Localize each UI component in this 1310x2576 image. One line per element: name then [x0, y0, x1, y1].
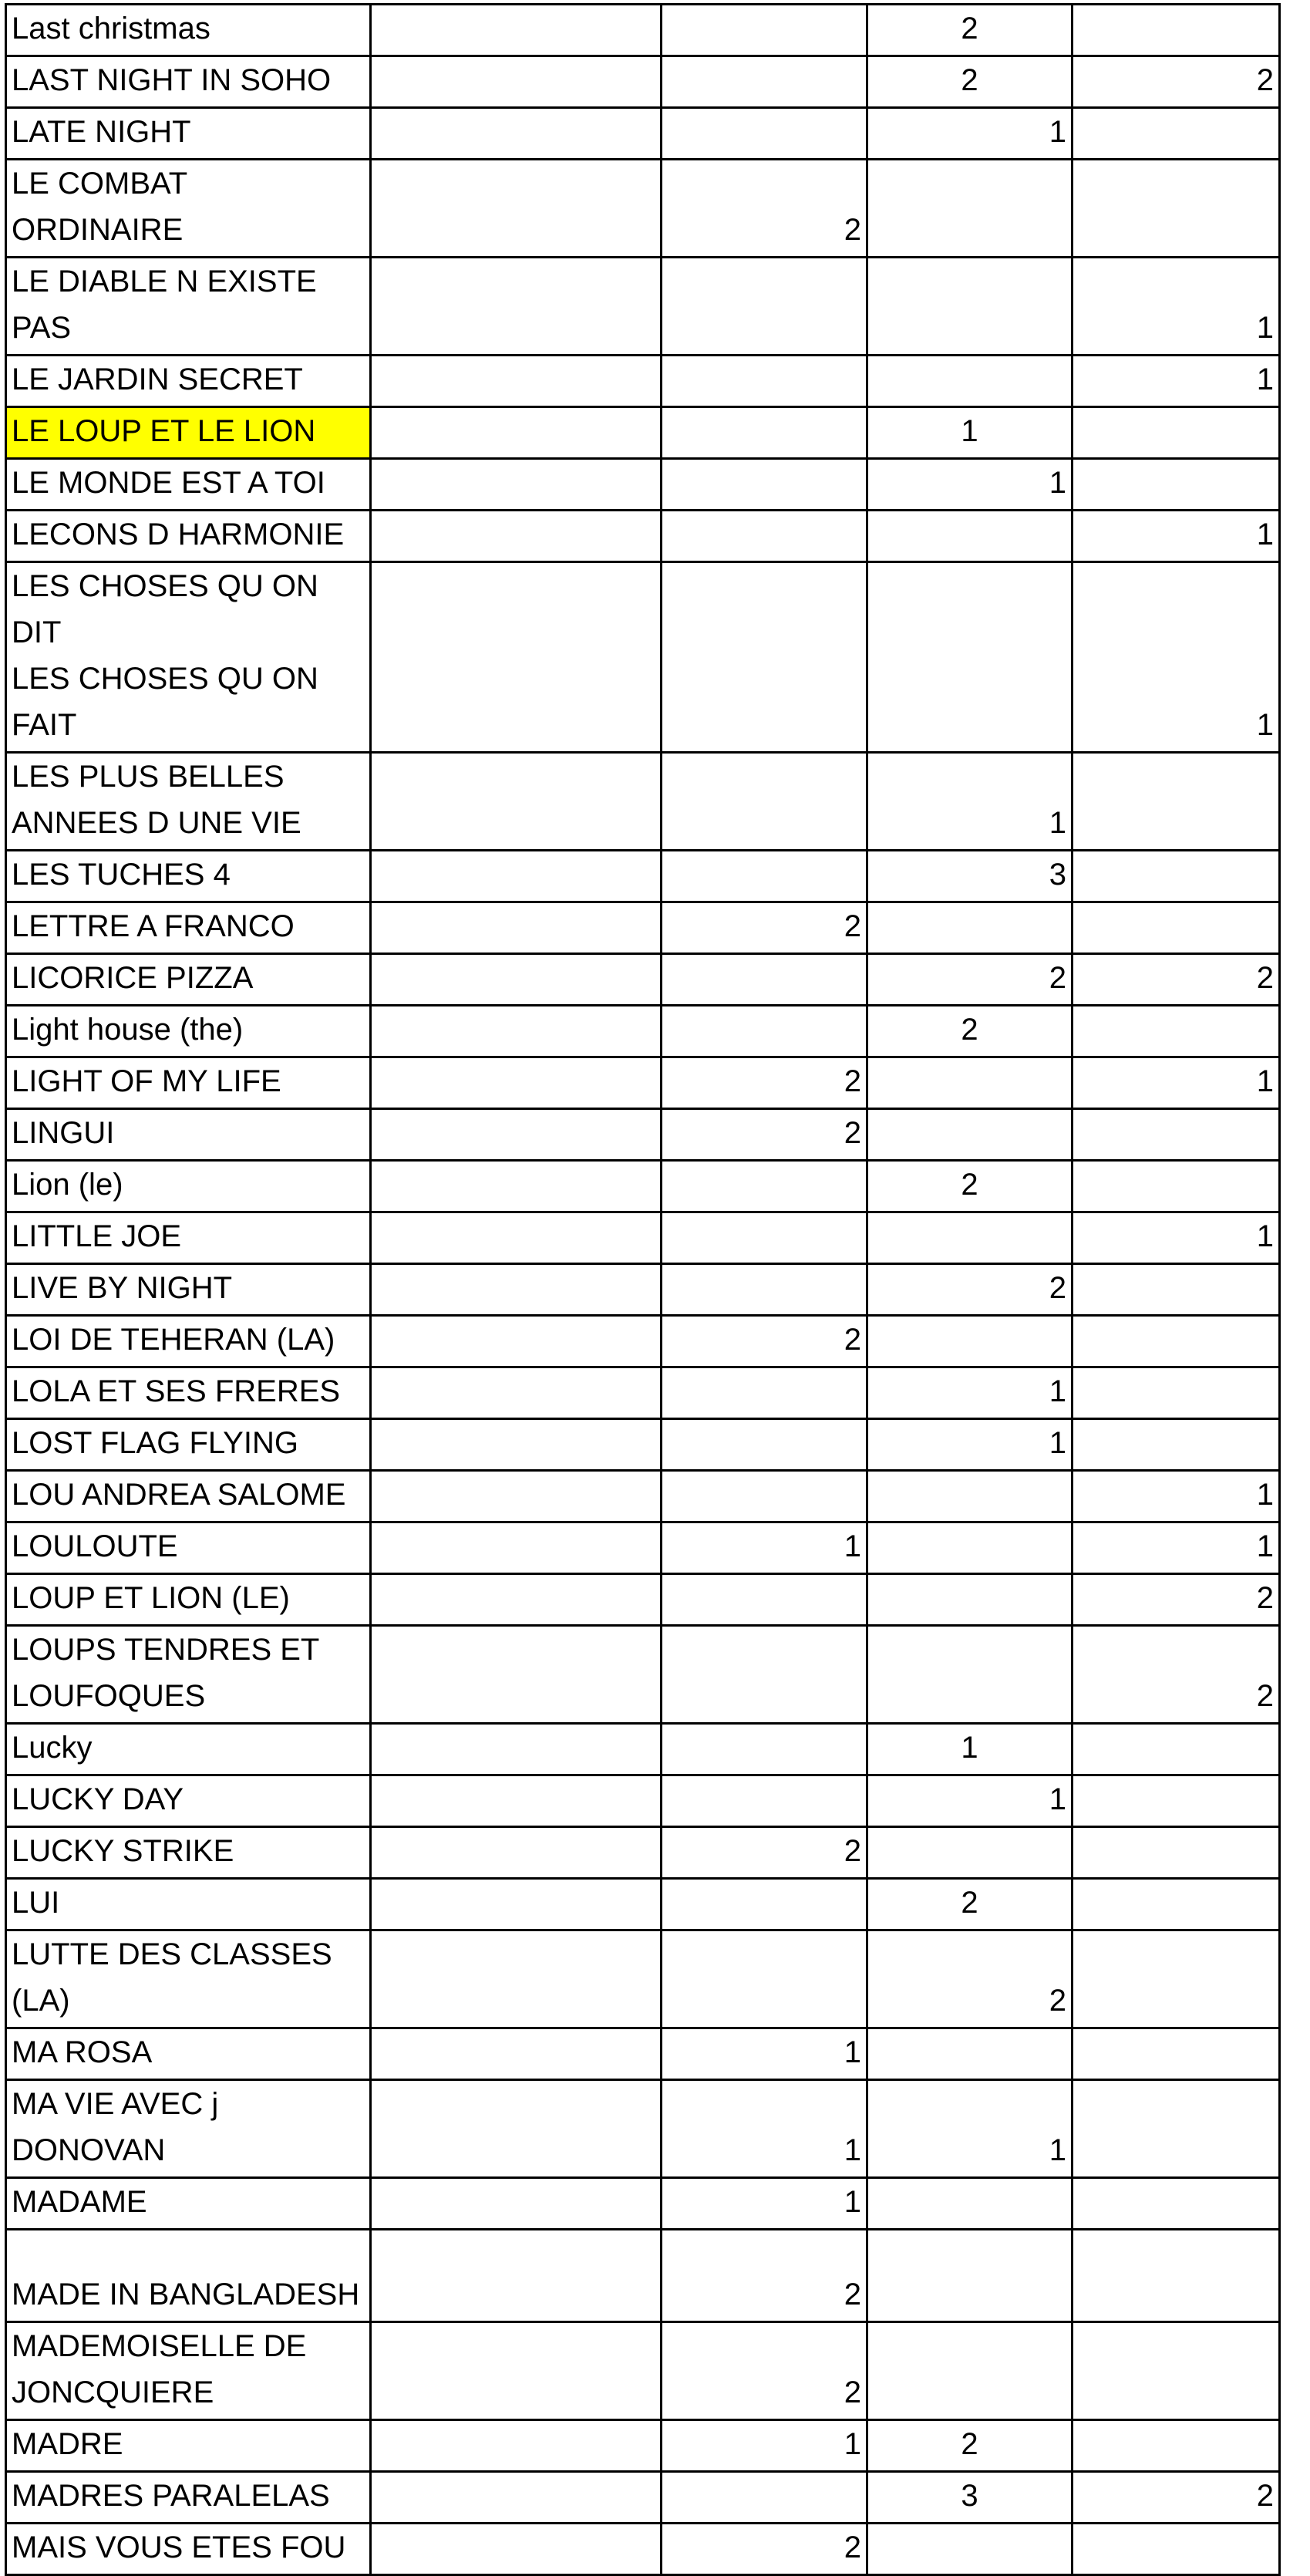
count-cell-c3[interactable]: 1 [867, 108, 1073, 160]
count-cell-c1[interactable] [371, 954, 662, 1006]
count-cell-c1[interactable] [371, 2524, 662, 2575]
table-row [6, 407, 1280, 459]
count-cell-c4[interactable]: 1 [1073, 258, 1280, 356]
count-cell-c1[interactable] [371, 1161, 662, 1212]
count-cell-c1[interactable] [371, 459, 662, 511]
title-cell[interactable]: Lucky [6, 1724, 371, 1775]
count-cell-c2[interactable] [662, 511, 867, 562]
title-cell[interactable]: LOUP ET LION (LE) [6, 1574, 371, 1626]
count-cell-c1[interactable] [371, 1775, 662, 1827]
table-row [6, 954, 1280, 1006]
count-cell-c4[interactable]: 1 [1073, 1522, 1280, 1574]
title-cell[interactable]: LUCKY DAY [6, 1775, 371, 1827]
count-cell-c1[interactable] [371, 1109, 662, 1161]
count-cell-c4[interactable]: 2 [1073, 954, 1280, 1006]
count-cell-c4[interactable]: 1 [1073, 1057, 1280, 1109]
count-cell-c1[interactable] [371, 1930, 662, 2028]
count-cell-c2[interactable] [662, 258, 867, 356]
table-row [6, 2178, 1280, 2230]
count-cell-c1[interactable] [371, 2472, 662, 2524]
count-cell-c1[interactable] [371, 1006, 662, 1057]
table-row [6, 1419, 1280, 1471]
count-cell-c1[interactable] [371, 1522, 662, 1574]
table-row [6, 1161, 1280, 1212]
count-cell-c1[interactable] [371, 1827, 662, 1879]
count-cell-c4[interactable] [1073, 407, 1280, 459]
table-row [6, 851, 1280, 902]
count-cell-c4[interactable] [1073, 1367, 1280, 1419]
count-cell-c4[interactable] [1073, 1316, 1280, 1367]
count-cell-c4[interactable]: 2 [1073, 1626, 1280, 1724]
count-cell-c3[interactable]: 2 [867, 1264, 1073, 1316]
title-cell[interactable]: MADEMOISELLE DE JONCQUIERE [6, 2322, 371, 2420]
count-cell-c2[interactable] [662, 1006, 867, 1057]
count-cell-c2[interactable]: 1 [662, 2178, 867, 2230]
count-cell-c4[interactable] [1073, 2322, 1280, 2420]
title-cell[interactable]: LE JARDIN SECRET [6, 356, 371, 407]
count-cell-c3[interactable] [867, 1827, 1073, 1879]
count-cell-c4[interactable]: 2 [1073, 56, 1280, 108]
count-cell-c4[interactable]: 2 [1073, 2472, 1280, 2524]
count-cell-c2[interactable] [662, 1626, 867, 1724]
title-cell[interactable]: LIVE BY NIGHT [6, 1264, 371, 1316]
title-cell[interactable]: LUCKY STRIKE [6, 1827, 371, 1879]
table-row [6, 2420, 1280, 2472]
table-row [6, 1367, 1280, 1419]
table-row [6, 5, 1280, 56]
spreadsheet-body [6, 5, 1280, 2575]
count-cell-c3[interactable] [867, 258, 1073, 356]
count-cell-c2[interactable] [662, 1471, 867, 1522]
count-cell-c2[interactable]: 2 [662, 902, 867, 954]
count-cell-c3[interactable] [867, 562, 1073, 753]
title-cell[interactable]: LUTTE DES CLASSES (LA) [6, 1930, 371, 2028]
count-cell-c2[interactable] [662, 1724, 867, 1775]
count-cell-c2[interactable]: 2 [662, 160, 867, 258]
title-cell[interactable]: LOI DE TEHERAN (LA) [6, 1316, 371, 1367]
count-cell-c3[interactable] [867, 1626, 1073, 1724]
count-cell-c3[interactable]: 2 [867, 1930, 1073, 2028]
title-cell[interactable]: LES PLUS BELLES ANNEES D UNE VIE [6, 753, 371, 851]
count-cell-c2[interactable] [662, 108, 867, 160]
count-cell-c2[interactable] [662, 1367, 867, 1419]
table-row [6, 160, 1280, 258]
count-cell-c2[interactable] [662, 851, 867, 902]
count-cell-c1[interactable] [371, 1879, 662, 1930]
count-cell-c1[interactable] [371, 160, 662, 258]
table-row [6, 753, 1280, 851]
count-cell-c1[interactable] [371, 511, 662, 562]
title-cell[interactable]: LE DIABLE N EXISTE PAS [6, 258, 371, 356]
count-cell-c4[interactable] [1073, 2230, 1280, 2322]
title-cell[interactable]: LATE NIGHT [6, 108, 371, 160]
count-cell-c3[interactable] [867, 511, 1073, 562]
table-row [6, 1109, 1280, 1161]
count-cell-c1[interactable] [371, 258, 662, 356]
count-cell-c3[interactable] [867, 902, 1073, 954]
count-cell-c4[interactable] [1073, 1006, 1280, 1057]
count-cell-c3[interactable] [867, 2178, 1073, 2230]
count-cell-c3[interactable]: 1 [867, 753, 1073, 851]
count-cell-c4[interactable] [1073, 1930, 1280, 2028]
spreadsheet-table [5, 3, 1281, 2576]
title-cell[interactable]: LUI [6, 1879, 371, 1930]
table-row [6, 2028, 1280, 2080]
count-cell-c4[interactable]: 2 [1073, 1574, 1280, 1626]
title-cell[interactable]: MADE IN BANGLADESH [6, 2230, 371, 2322]
count-cell-c3[interactable] [867, 2028, 1073, 2080]
count-cell-c4[interactable] [1073, 459, 1280, 511]
count-cell-c3[interactable]: 3 [867, 851, 1073, 902]
count-cell-c2[interactable] [662, 954, 867, 1006]
count-cell-c2[interactable] [662, 562, 867, 753]
count-cell-c1[interactable] [371, 1057, 662, 1109]
title-cell[interactable]: Last christmas [6, 5, 371, 56]
table-row [6, 356, 1280, 407]
title-cell[interactable]: LAST NIGHT IN SOHO [6, 56, 371, 108]
count-cell-c1[interactable] [371, 2230, 662, 2322]
title-cell[interactable]: LETTRE A FRANCO [6, 902, 371, 954]
count-cell-c1[interactable] [371, 2420, 662, 2472]
table-row [6, 1212, 1280, 1264]
count-cell-c2[interactable]: 2 [662, 2230, 867, 2322]
count-cell-c4[interactable] [1073, 1419, 1280, 1471]
title-cell[interactable]: LOUPS TENDRES ET LOUFOQUES [6, 1626, 371, 1724]
title-cell[interactable]: LICORICE PIZZA [6, 954, 371, 1006]
table-row [6, 1574, 1280, 1626]
count-cell-c2[interactable] [662, 1879, 867, 1930]
count-cell-c1[interactable] [371, 1574, 662, 1626]
count-cell-c1[interactable] [371, 1367, 662, 1419]
count-cell-c3[interactable]: 3 [867, 2472, 1073, 2524]
count-cell-c1[interactable] [371, 902, 662, 954]
count-cell-c4[interactable] [1073, 1724, 1280, 1775]
title-cell[interactable]: LOST FLAG FLYING [6, 1419, 371, 1471]
table-row [6, 1006, 1280, 1057]
count-cell-c1[interactable] [371, 356, 662, 407]
count-cell-c4[interactable] [1073, 108, 1280, 160]
count-cell-c4[interactable] [1073, 1775, 1280, 1827]
title-cell[interactable]: LINGUI [6, 1109, 371, 1161]
count-cell-c1[interactable] [371, 851, 662, 902]
count-cell-c2[interactable] [662, 1419, 867, 1471]
table-row [6, 1522, 1280, 1574]
count-cell-c3[interactable]: 1 [867, 1724, 1073, 1775]
count-cell-c2[interactable]: 1 [662, 2420, 867, 2472]
count-cell-c3[interactable]: 2 [867, 1006, 1073, 1057]
count-cell-c1[interactable] [371, 108, 662, 160]
count-cell-c3[interactable] [867, 160, 1073, 258]
count-cell-c4[interactable]: 1 [1073, 511, 1280, 562]
count-cell-c1[interactable] [371, 1212, 662, 1264]
count-cell-c2[interactable] [662, 1212, 867, 1264]
count-cell-c2[interactable] [662, 2472, 867, 2524]
count-cell-c3[interactable]: 1 [867, 1419, 1073, 1471]
title-cell[interactable]: LE MONDE EST A TOI [6, 459, 371, 511]
count-cell-c2[interactable]: 2 [662, 2322, 867, 2420]
count-cell-c3[interactable]: 1 [867, 459, 1073, 511]
count-cell-c4[interactable] [1073, 2028, 1280, 2080]
title-cell[interactable]: Lion (le) [6, 1161, 371, 1212]
count-cell-c4[interactable]: 1 [1073, 356, 1280, 407]
count-cell-c2[interactable] [662, 407, 867, 459]
title-cell[interactable]: MADAME [6, 2178, 371, 2230]
table-row [6, 108, 1280, 160]
title-cell[interactable]: MADRES PARALELAS [6, 2472, 371, 2524]
count-cell-c3[interactable]: 2 [867, 2420, 1073, 2472]
count-cell-c2[interactable]: 2 [662, 1057, 867, 1109]
title-cell[interactable]: LE COMBAT ORDINAIRE [6, 160, 371, 258]
count-cell-c4[interactable]: 1 [1073, 1212, 1280, 1264]
table-row [6, 1626, 1280, 1724]
count-cell-c1[interactable] [371, 407, 662, 459]
count-cell-c2[interactable] [662, 459, 867, 511]
count-cell-c2[interactable] [662, 5, 867, 56]
count-cell-c3[interactable]: 2 [867, 1879, 1073, 1930]
count-cell-c4[interactable] [1073, 160, 1280, 258]
count-cell-c3[interactable] [867, 1109, 1073, 1161]
count-cell-c1[interactable] [371, 1264, 662, 1316]
count-cell-c3[interactable]: 1 [867, 2080, 1073, 2178]
count-cell-c2[interactable] [662, 1574, 867, 1626]
count-cell-c3[interactable] [867, 2230, 1073, 2322]
count-cell-c2[interactable] [662, 56, 867, 108]
table-row [6, 2322, 1280, 2420]
title-cell[interactable]: LIGHT OF MY LIFE [6, 1057, 371, 1109]
count-cell-c1[interactable] [371, 2028, 662, 2080]
count-cell-c1[interactable] [371, 1626, 662, 1724]
table-row [6, 1775, 1280, 1827]
title-cell[interactable]: MA VIE AVEC j DONOVAN [6, 2080, 371, 2178]
table-row [6, 2472, 1280, 2524]
count-cell-c2[interactable]: 2 [662, 1109, 867, 1161]
count-cell-c3[interactable] [867, 1057, 1073, 1109]
title-cell[interactable]: LECONS D HARMONIE [6, 511, 371, 562]
count-cell-c3[interactable] [867, 2524, 1073, 2575]
count-cell-c3[interactable]: 2 [867, 5, 1073, 56]
table-row [6, 1724, 1280, 1775]
count-cell-c3[interactable]: 1 [867, 1367, 1073, 1419]
count-cell-c3[interactable] [867, 356, 1073, 407]
title-cell[interactable]: MA ROSA [6, 2028, 371, 2080]
count-cell-c4[interactable] [1073, 2178, 1280, 2230]
count-cell-c4[interactable] [1073, 753, 1280, 851]
count-cell-c4[interactable] [1073, 2420, 1280, 2472]
table-row [6, 1827, 1280, 1879]
count-cell-c3[interactable] [867, 1574, 1073, 1626]
count-cell-c1[interactable] [371, 2080, 662, 2178]
title-cell[interactable]: LES CHOSES QU ON DIT LES CHOSES QU ON FAIT [6, 562, 371, 753]
count-cell-c1[interactable] [371, 2322, 662, 2420]
count-cell-c2[interactable]: 2 [662, 1827, 867, 1879]
count-cell-c2[interactable]: 1 [662, 2028, 867, 2080]
count-cell-c1[interactable] [371, 1724, 662, 1775]
count-cell-c1[interactable] [371, 1419, 662, 1471]
count-cell-c1[interactable] [371, 5, 662, 56]
count-cell-c4[interactable] [1073, 1109, 1280, 1161]
title-cell[interactable]: MAIS VOUS ETES FOU [6, 2524, 371, 2575]
count-cell-c2[interactable] [662, 1930, 867, 2028]
table-row [6, 2524, 1280, 2575]
table-row [6, 1471, 1280, 1522]
table-row [6, 56, 1280, 108]
count-cell-c4[interactable] [1073, 1879, 1280, 1930]
table-row [6, 1879, 1280, 1930]
count-cell-c4[interactable] [1073, 5, 1280, 56]
count-cell-c3[interactable] [867, 1471, 1073, 1522]
count-cell-c2[interactable] [662, 753, 867, 851]
count-cell-c2[interactable] [662, 1775, 867, 1827]
count-cell-c1[interactable] [371, 1316, 662, 1367]
count-cell-c4[interactable] [1073, 2524, 1280, 2575]
table-row [6, 2230, 1280, 2322]
count-cell-c1[interactable] [371, 753, 662, 851]
count-cell-c4[interactable] [1073, 1161, 1280, 1212]
title-cell[interactable]: LOULOUTE [6, 1522, 371, 1574]
count-cell-c4[interactable] [1073, 1264, 1280, 1316]
count-cell-c4[interactable]: 1 [1073, 1471, 1280, 1522]
count-cell-c1[interactable] [371, 2178, 662, 2230]
table-row [6, 2080, 1280, 2178]
count-cell-c4[interactable] [1073, 1827, 1280, 1879]
title-cell[interactable]: LOU ANDREA SALOME [6, 1471, 371, 1522]
title-cell[interactable]: Light house (the) [6, 1006, 371, 1057]
count-cell-c3[interactable]: 2 [867, 954, 1073, 1006]
count-cell-c3[interactable] [867, 1212, 1073, 1264]
count-cell-c2[interactable] [662, 356, 867, 407]
title-cell[interactable]: LE LOUP ET LE LION [6, 407, 371, 459]
count-cell-c4[interactable]: 1 [1073, 562, 1280, 753]
table-row [6, 258, 1280, 356]
table-row [6, 902, 1280, 954]
table-row [6, 1264, 1280, 1316]
count-cell-c3[interactable]: 1 [867, 407, 1073, 459]
count-cell-c3[interactable]: 2 [867, 56, 1073, 108]
count-cell-c4[interactable] [1073, 851, 1280, 902]
count-cell-c2[interactable] [662, 1264, 867, 1316]
count-cell-c4[interactable] [1073, 2080, 1280, 2178]
table-row [6, 1057, 1280, 1109]
table-row [6, 459, 1280, 511]
title-cell[interactable]: MADRE [6, 2420, 371, 2472]
title-cell[interactable]: LITTLE JOE [6, 1212, 371, 1264]
count-cell-c2[interactable]: 1 [662, 1522, 867, 1574]
count-cell-c2[interactable]: 2 [662, 1316, 867, 1367]
count-cell-c2[interactable] [662, 1161, 867, 1212]
table-row [6, 1316, 1280, 1367]
table-row [6, 511, 1280, 562]
count-cell-c2[interactable]: 2 [662, 2524, 867, 2575]
count-cell-c3[interactable]: 1 [867, 1775, 1073, 1827]
count-cell-c3[interactable]: 2 [867, 1161, 1073, 1212]
count-cell-c1[interactable] [371, 1471, 662, 1522]
table-row [6, 1930, 1280, 2028]
count-cell-c4[interactable] [1073, 902, 1280, 954]
count-cell-c3[interactable] [867, 2322, 1073, 2420]
count-cell-c1[interactable] [371, 562, 662, 753]
title-cell[interactable]: LOLA ET SES FRERES [6, 1367, 371, 1419]
count-cell-c2[interactable]: 1 [662, 2080, 867, 2178]
count-cell-c3[interactable] [867, 1522, 1073, 1574]
count-cell-c1[interactable] [371, 56, 662, 108]
title-cell[interactable]: LES TUCHES 4 [6, 851, 371, 902]
count-cell-c3[interactable] [867, 1316, 1073, 1367]
table-row [6, 562, 1280, 753]
